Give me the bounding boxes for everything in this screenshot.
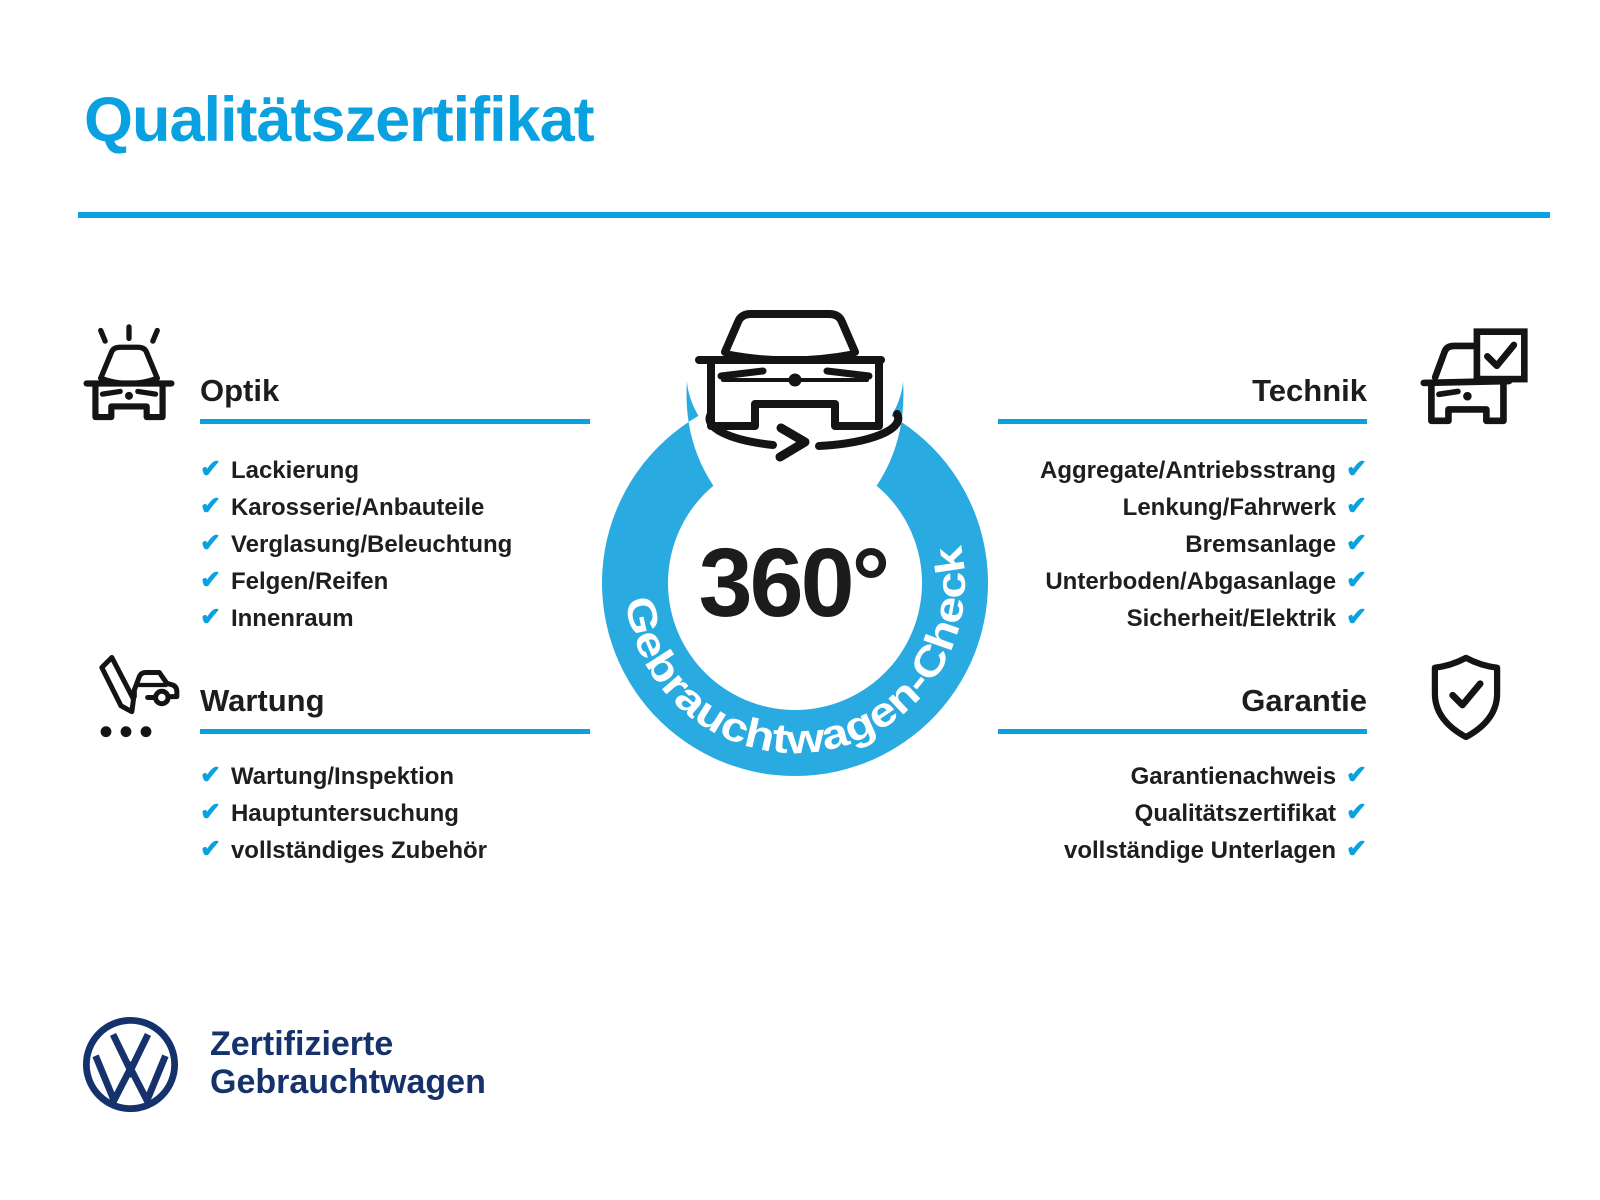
vw-logo-icon (82, 1016, 179, 1113)
check-icon: ✔ (1346, 492, 1367, 520)
check-icon: ✔ (1346, 603, 1367, 631)
check-item-label: vollständiges Zubehör (230, 836, 487, 864)
check-item (998, 600, 1367, 637)
check-item (200, 452, 590, 489)
brand-claim-line1: Zertifizierte (210, 1025, 394, 1063)
check-item (998, 795, 1367, 832)
checklist-garantie (998, 758, 1367, 869)
check-item-label: Hauptuntersuchung (230, 799, 459, 827)
car-checkbox-icon (1418, 326, 1532, 436)
check-item-label: vollständige Unterlagen (1063, 836, 1337, 864)
check-item (200, 489, 590, 526)
check-icon: ✔ (1346, 835, 1367, 863)
section-optik (200, 372, 590, 637)
car-rotate-icon (699, 314, 898, 457)
checklist-technik (998, 452, 1367, 637)
section-underline (998, 419, 1367, 424)
check-item-label: Qualitätszertifikat (1134, 799, 1337, 827)
brand-claim (210, 1026, 486, 1101)
page-title: Qualitätszertifikat (84, 85, 594, 155)
check-icon: ✔ (1346, 529, 1367, 557)
check-item (200, 832, 590, 869)
check-icon: ✔ (200, 455, 221, 483)
check-icon: ✔ (200, 603, 221, 631)
section-title-technik: Technik (1252, 373, 1367, 408)
section-garantie (998, 682, 1367, 869)
section-underline (200, 729, 590, 734)
check-item (998, 452, 1367, 489)
section-underline (998, 729, 1367, 734)
checklist-wartung (200, 758, 590, 869)
check-item (200, 526, 590, 563)
check-item (998, 526, 1367, 563)
section-technik (998, 372, 1367, 637)
check-item-label: Wartung/Inspektion (230, 762, 455, 790)
check-item-label: Unterboden/Abgasanlage (1045, 567, 1337, 595)
car-shine-icon (76, 320, 182, 424)
checklist-optik (200, 452, 590, 637)
check-item-label: Garantienachweis (1130, 762, 1337, 790)
check-item (200, 795, 590, 832)
check-item-label: Aggregate/Antriebsstrang (1039, 456, 1337, 484)
check-item (200, 600, 590, 637)
section-underline (200, 419, 590, 424)
check-item-label: Karosserie/Anbauteile (230, 493, 485, 521)
check-item (998, 489, 1367, 526)
title-divider (78, 212, 1550, 218)
pencil-car-icon (80, 645, 182, 745)
check-item-label: Lackierung (230, 456, 359, 484)
check-icon: ✔ (200, 835, 221, 863)
check-item (998, 758, 1367, 795)
section-title-wartung: Wartung (200, 683, 325, 718)
check-icon: ✔ (200, 798, 221, 826)
check-item-label: Sicherheit/Elektrik (1126, 604, 1337, 632)
section-title-garantie: Garantie (1241, 683, 1367, 718)
check-icon: ✔ (1346, 798, 1367, 826)
brand-claim-line2: Gebrauchtwagen (210, 1062, 486, 1101)
check-icon: ✔ (200, 566, 221, 594)
check-icon: ✔ (1346, 455, 1367, 483)
shield-check-icon (1426, 650, 1506, 744)
check-item-label: Verglasung/Beleuchtung (230, 530, 513, 558)
check-item-label: Felgen/Reifen (230, 567, 389, 595)
check-icon: ✔ (200, 492, 221, 520)
section-title-optik: Optik (200, 373, 280, 408)
check-item (200, 758, 590, 795)
check-item-label: Innenraum (230, 604, 354, 632)
badge-ring-label: Gebrauchtwagen-Check (615, 547, 975, 763)
check-icon: ✔ (200, 761, 221, 789)
check-item (998, 832, 1367, 869)
check-item-label: Bremsanlage (1185, 530, 1337, 558)
check-item-label: Lenkung/Fahrwerk (1122, 493, 1337, 521)
section-wartung (200, 682, 590, 869)
badge-value: 360° (698, 528, 888, 637)
check-item (998, 563, 1367, 600)
check-icon: ✔ (1346, 761, 1367, 789)
360-check-badge (575, 290, 1015, 810)
check-icon: ✔ (1346, 566, 1367, 594)
check-item (200, 563, 590, 600)
check-icon: ✔ (200, 529, 221, 557)
